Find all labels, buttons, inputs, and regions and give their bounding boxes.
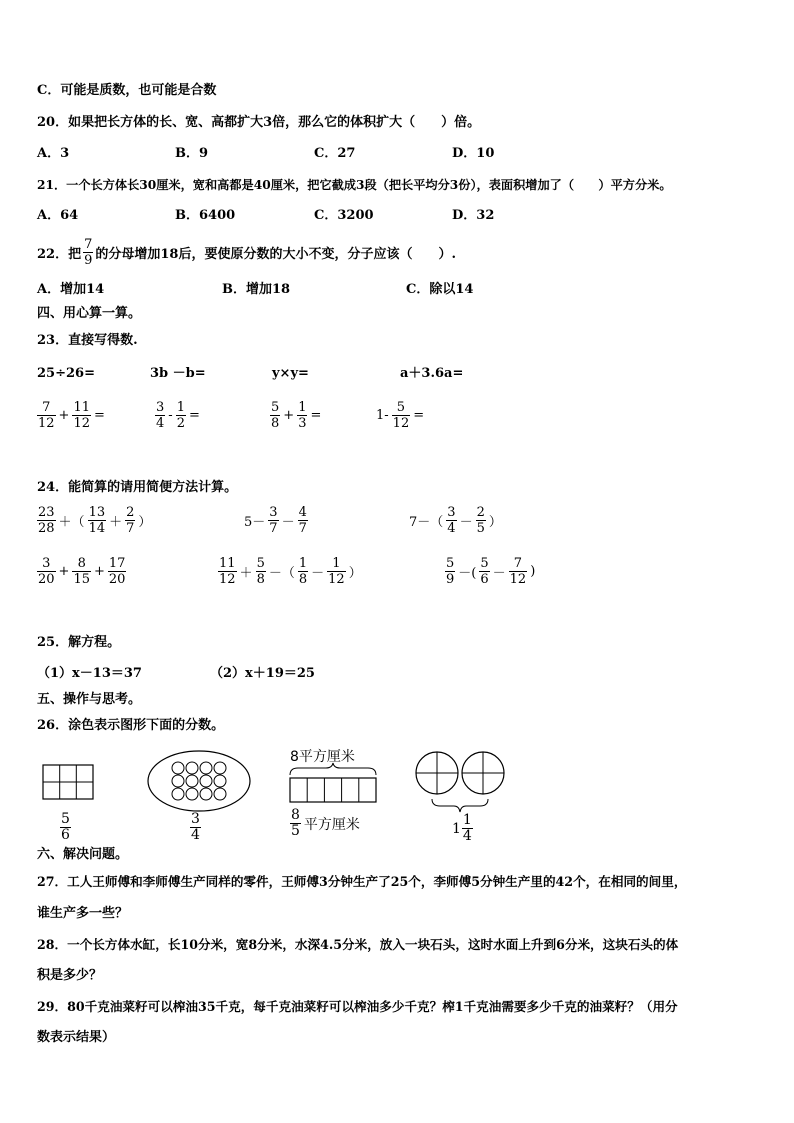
q25-eq1: （1）x－13＝37: [37, 666, 142, 681]
dot-circle: [214, 762, 226, 774]
num: 1: [327, 556, 346, 572]
fig2-fraction: [190, 812, 201, 843]
operator: +: [283, 408, 295, 423]
den: 4: [191, 827, 200, 843]
q22-option-b: B．增加18: [222, 282, 291, 297]
den: 28: [38, 521, 55, 536]
frac: [446, 505, 456, 536]
den: 15: [73, 572, 90, 587]
operator: －: [311, 566, 325, 581]
fig3-top-label: 8平方厘米: [290, 749, 355, 765]
prefix: 5－: [244, 515, 266, 530]
num: 3: [191, 811, 200, 827]
equals: =: [94, 408, 105, 423]
q20-option-c: C．27: [314, 146, 356, 161]
frac: [476, 505, 486, 536]
q23-e6-frac-b: [176, 400, 186, 431]
q22-option-c: C．除以14: [406, 282, 474, 297]
frac: [125, 505, 135, 536]
den: 12: [509, 572, 527, 587]
fig1-grid: [42, 764, 94, 800]
q20-option-b: B．9: [175, 146, 209, 161]
num: 1: [298, 556, 308, 571]
equals: =: [413, 408, 425, 423]
q22-frac-den: 9: [84, 253, 93, 268]
frac: [37, 556, 56, 587]
frac: [298, 505, 308, 536]
den: 12: [73, 416, 90, 431]
dot-circle: [186, 762, 198, 774]
num: 5: [446, 556, 455, 571]
q22-text: [37, 237, 456, 268]
q23-expr-6: [155, 400, 201, 431]
num: 3: [269, 505, 278, 520]
q21-text: 21．一个长方体长30厘米，宽和高都是40厘米，把它截成3段（把长平均分3份），表面积增加了（ ）平方分米。: [37, 178, 672, 192]
num: 5: [480, 556, 489, 571]
num: 3: [156, 400, 165, 415]
dot-circle: [200, 788, 212, 800]
frac: [268, 505, 278, 536]
paren: ）: [348, 566, 362, 581]
operator: +: [94, 564, 105, 579]
den: 8: [298, 572, 308, 587]
fig3-fraction: [290, 808, 301, 839]
q22-option-a: A．增加14: [37, 282, 105, 297]
section6-title: 六、解决问题。: [37, 847, 129, 862]
q24-expr-5: [218, 556, 363, 587]
num: 3: [447, 505, 456, 520]
fig1-fraction: [60, 812, 71, 843]
q23-expr-5: [37, 400, 106, 431]
q24-expr-3: [408, 505, 503, 536]
fig4-fraction: [462, 813, 473, 844]
q25-text: 25．解方程。: [37, 635, 121, 650]
dot-circle: [186, 775, 198, 787]
num: 8: [72, 556, 91, 572]
num: 3: [37, 556, 56, 572]
q25-eq2: （2）x＋19＝25: [210, 666, 315, 681]
num: 11: [73, 400, 90, 415]
section4-title: 四、用心算一算。: [37, 306, 142, 321]
frac: [256, 556, 266, 587]
den: 12: [328, 572, 345, 587]
q23-e7-frac-b: [297, 400, 307, 431]
q28-line2: 积是多少？: [37, 968, 103, 983]
den: 6: [61, 827, 70, 843]
frac: [509, 556, 528, 587]
operator: －（: [268, 566, 295, 581]
operator: －: [492, 566, 506, 581]
operator: ＋: [109, 515, 123, 530]
q23-expr-8: [375, 400, 425, 431]
q22-frac-num: 7: [84, 237, 93, 252]
q28-line1: 28．一个长方体水缸，长10分米，宽8分米，水深4.5分米，放入一块石头，这时水面上升到6分米，这块石头的体: [37, 937, 679, 952]
q21-option-d: D．32: [452, 208, 495, 223]
q24-text: 24．能简算的请用简便方法计算。: [37, 480, 238, 495]
num: 2: [126, 505, 135, 520]
q21-option-a: A．64: [37, 208, 79, 223]
frac: [37, 505, 56, 536]
dot-circle: [186, 788, 198, 800]
q23-e6-frac-a: [155, 400, 165, 431]
q24-expr-1: [37, 505, 152, 536]
frac: [88, 505, 107, 536]
dot-circle: [200, 775, 212, 787]
dot-circle: [172, 775, 184, 787]
equals: =: [188, 408, 200, 423]
den: 6: [480, 572, 489, 587]
num: 4: [298, 505, 307, 520]
fig3-bar: [288, 762, 378, 804]
num: 5: [271, 400, 280, 415]
fig3-fraction-label: [290, 808, 360, 839]
q24-expr-6: [445, 556, 536, 587]
paren: ): [530, 564, 536, 579]
equals: =: [310, 408, 322, 423]
frac: [298, 556, 308, 587]
frac: [445, 556, 455, 587]
paren: ）: [488, 515, 502, 530]
operator: －: [281, 515, 295, 530]
den: 4: [462, 828, 472, 844]
operator: －(: [458, 566, 477, 581]
frac: [327, 556, 346, 587]
prefix: 7－（: [409, 515, 444, 530]
q20-option-a: A．3: [37, 146, 70, 161]
prefix: 1-: [376, 408, 389, 423]
fig4-circles: [414, 750, 508, 816]
q26-text: 26．涂色表示图形下面的分数。: [37, 718, 225, 733]
q24-expr-2: [243, 505, 308, 536]
den: 9: [446, 572, 455, 587]
dot-circle: [172, 788, 184, 800]
num: 23: [38, 505, 55, 520]
brace: [290, 763, 376, 775]
q20-option-d: D．10: [452, 146, 495, 161]
den: 20: [108, 572, 126, 587]
fig3-unit: 平方厘米: [303, 816, 360, 833]
num: 1: [462, 812, 472, 828]
q22-prefix: 22．把: [37, 247, 82, 262]
num: 13: [88, 505, 106, 520]
q23-item-4: a＋3.6a=: [400, 366, 464, 381]
num: 5: [61, 811, 70, 827]
q22-fraction: [83, 237, 93, 268]
q29-line1: 29．80千克油菜籽可以榨油35千克，每千克油菜籽可以榨油多少千克？榨1千克油需要多少千克的油菜籽？（用分: [37, 999, 678, 1014]
den: 8: [256, 572, 265, 587]
q24-expr-4: [37, 556, 126, 587]
q27-line1: 27．工人王师傅和李师傅生产同样的零件，王师傅3分钟生产了25个，李师傅5分钟生产里的42个，在相同的间里，: [37, 874, 687, 889]
operator: +: [58, 564, 70, 579]
q20-text: 20．如果把长方体的长、宽、高都扩大3倍，那么它的体积扩大（ ）倍。: [37, 115, 481, 130]
dot-circle: [214, 775, 226, 787]
den: 4: [156, 416, 165, 431]
q23-item-1: 25÷26=: [37, 366, 95, 381]
den: 5: [476, 521, 485, 536]
operator: ＋: [239, 566, 253, 581]
operator: ＋（: [58, 515, 85, 530]
dot-circle: [200, 762, 212, 774]
q22-suffix: 的分母增加18后，要使原分数的大小不变，分子应该（ ）.: [95, 247, 456, 262]
q23-e5-frac-b: [72, 400, 91, 431]
num: 7: [37, 400, 56, 416]
den: 14: [88, 521, 106, 536]
q23-e8-frac: [392, 400, 411, 431]
den: 7: [298, 521, 307, 536]
bar-outline: [290, 778, 376, 802]
operator: -: [168, 408, 173, 423]
den: 12: [219, 572, 236, 587]
num: 2: [476, 505, 485, 520]
num: 17: [108, 556, 126, 571]
fig2-ellipse: [147, 750, 251, 812]
q27-line2: 谁生产多一些？: [37, 906, 129, 921]
den: 7: [269, 521, 278, 536]
num: 5: [392, 400, 411, 416]
whole: 1: [452, 820, 461, 837]
operator: +: [58, 408, 70, 423]
dot-circle: [172, 762, 184, 774]
brace: [432, 799, 488, 812]
den: 4: [447, 521, 456, 536]
den: 2: [176, 416, 185, 431]
section5-title: 五、操作与思考。: [37, 692, 142, 707]
den: 12: [38, 416, 55, 431]
q23-text: 23．直接写得数.: [37, 333, 138, 348]
den: 20: [38, 572, 55, 587]
q23-e5-frac-a: [37, 400, 56, 431]
num: 1: [176, 400, 185, 415]
den: 12: [392, 416, 410, 431]
dot-circle: [214, 788, 226, 800]
ellipse-outline: [148, 751, 250, 811]
num: 5: [256, 556, 265, 571]
q29-line2: 数表示结果）: [37, 1030, 116, 1045]
q19-option-c: C．可能是质数，也可能是合数: [37, 83, 217, 98]
num: 1: [298, 400, 307, 415]
q23-item-2: 3b －b=: [150, 366, 206, 381]
den: 3: [298, 416, 307, 431]
fig4-mixed-number: [452, 813, 473, 844]
paren: ）: [138, 515, 152, 530]
q23-item-3: y×y=: [272, 366, 309, 381]
operator: －: [459, 515, 473, 530]
den: 8: [271, 416, 280, 431]
num: 11: [219, 556, 236, 571]
frac: [479, 556, 489, 587]
den: 7: [126, 521, 135, 536]
q21-option-c: C．3200: [314, 208, 374, 223]
den: 5: [291, 823, 300, 839]
q21-option-b: B．6400: [175, 208, 236, 223]
frac: [218, 556, 237, 587]
frac: [108, 556, 127, 587]
num: 8: [291, 807, 300, 823]
num: 7: [509, 556, 528, 572]
q23-e7-frac-a: [270, 400, 280, 431]
frac: [72, 556, 91, 587]
q23-expr-7: [270, 400, 322, 431]
